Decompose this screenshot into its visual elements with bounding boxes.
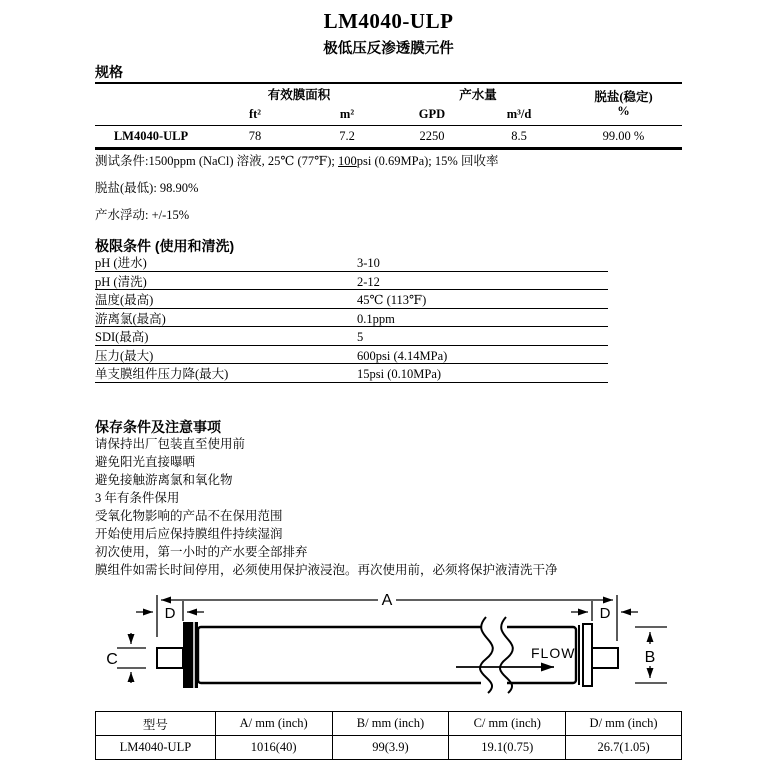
limit-value: 45℃ (113℉) bbox=[357, 293, 427, 307]
dims-d-cell: 26.7(1.05) bbox=[566, 736, 682, 760]
spec-table bbox=[95, 82, 682, 150]
page-subtitle: 极低压反渗透膜元件 bbox=[323, 41, 454, 57]
limit-label: 压力(最大) bbox=[95, 348, 154, 363]
limit-row bbox=[95, 346, 608, 365]
spec-flow-m3d-cell: 8.5 bbox=[511, 128, 527, 143]
dimensions-header-row bbox=[96, 712, 682, 736]
dims-c-cell: 19.1(0.75) bbox=[449, 736, 566, 760]
storage-notes bbox=[95, 436, 655, 580]
membrane-body bbox=[198, 627, 576, 683]
permeate-tube-left bbox=[157, 648, 183, 668]
limit-label: SDI(最高) bbox=[95, 330, 149, 344]
limit-value: 5 bbox=[357, 330, 364, 344]
limit-row bbox=[95, 290, 608, 309]
dim-label-b: B bbox=[644, 649, 656, 666]
limits-table bbox=[95, 253, 608, 383]
test-conditions-underlined: 100 bbox=[338, 154, 357, 168]
spec-unit-gpd: GPD bbox=[391, 104, 473, 125]
spec-flow-gpd-cell: 2250 bbox=[419, 128, 445, 143]
spec-header-empty2 bbox=[95, 104, 207, 125]
dims-b-cell: 99(3.9) bbox=[332, 736, 449, 760]
limit-row bbox=[95, 253, 608, 272]
spec-section-heading: 规格 bbox=[95, 64, 123, 80]
storage-note: 请保持出厂包装直至使用前 bbox=[95, 437, 246, 451]
dims-model-cell: LM4040-ULP bbox=[96, 736, 216, 760]
limit-value: 600psi (4.14MPa) bbox=[357, 348, 448, 363]
dimensions-table bbox=[95, 711, 682, 760]
spec-rejection-cell: 99.00 % bbox=[602, 128, 645, 143]
storage-note: 避免阳光直接曝晒 bbox=[95, 455, 196, 469]
spec-model-cell: LM4040-ULP bbox=[113, 128, 189, 143]
dims-header-model: 型号 bbox=[96, 712, 216, 736]
dim-label-d-left: D bbox=[164, 605, 176, 622]
spec-header-empty bbox=[95, 83, 207, 104]
storage-note: 受氧化物影响的产品不在保用范围 bbox=[95, 509, 283, 523]
spec-header-rejection bbox=[565, 83, 682, 125]
limit-value: 3-10 bbox=[357, 256, 380, 270]
spec-data-row bbox=[95, 125, 682, 148]
permeate-tube-right bbox=[592, 648, 618, 668]
membrane-element-diagram bbox=[90, 591, 680, 705]
limit-row bbox=[95, 272, 608, 291]
spec-unit-ft2: ft² bbox=[207, 104, 303, 125]
page-title: LM4040-ULP bbox=[323, 9, 454, 33]
spec-unit-m3d: m³/d bbox=[473, 104, 565, 125]
dims-header-a: A/ mm (inch) bbox=[215, 712, 332, 736]
end-cap-left bbox=[183, 622, 198, 688]
limit-row bbox=[95, 309, 608, 328]
storage-note: 开始使用后应保持膜组件持续湿润 bbox=[95, 527, 283, 541]
dimensions-data-row bbox=[96, 736, 682, 760]
dims-header-b: B/ mm (inch) bbox=[332, 712, 449, 736]
dim-label-c: C bbox=[106, 651, 118, 668]
spec-header-permeate-flow: 产水量 bbox=[459, 88, 497, 102]
dims-header-c: C/ mm (inch) bbox=[449, 712, 566, 736]
limit-label: 温度(最高) bbox=[95, 293, 154, 307]
spec-area-ft2-cell: 78 bbox=[248, 128, 262, 143]
spec-header-membrane-area: 有效膜面积 bbox=[267, 88, 331, 102]
limit-value: 0.1ppm bbox=[357, 311, 395, 326]
flow-variation-line: 产水浮动: +/-15% bbox=[95, 208, 190, 222]
limits-section-heading: 极限条件 (使用和清洗) bbox=[95, 238, 235, 254]
min-rejection-line: 脱盐(最低): 98.90% bbox=[95, 181, 199, 195]
storage-note: 初次使用，第一小时的产水要全部排弃 bbox=[95, 545, 308, 559]
test-conditions-line bbox=[95, 151, 498, 169]
limit-label: 单支膜组件压力降(最大) bbox=[95, 367, 229, 381]
limit-row bbox=[95, 364, 608, 383]
storage-section-heading: 保存条件及注意事项 bbox=[95, 419, 221, 435]
dim-label-d-right: D bbox=[599, 605, 611, 622]
limit-label: 游离氯(最高) bbox=[95, 311, 166, 326]
storage-note: 3 年有条件保用 bbox=[95, 491, 180, 505]
test-conditions-suffix: psi (0.69MPa); 15% 回收率 bbox=[356, 154, 499, 168]
spec-header-rejection-unit: % bbox=[617, 104, 630, 119]
spec-unit-m2: m² bbox=[303, 104, 391, 125]
limit-label: pH (清洗) bbox=[95, 274, 147, 289]
limit-value: 2-12 bbox=[357, 274, 380, 289]
dims-header-d: D/ mm (inch) bbox=[566, 712, 682, 736]
storage-note: 避免接触游离氯和氧化物 bbox=[95, 473, 233, 487]
flow-label: FLOW bbox=[531, 645, 576, 661]
limit-row bbox=[95, 327, 608, 346]
limit-label: pH (进水) bbox=[95, 256, 147, 270]
storage-note: 膜组件如需长时间停用，必须使用保护液浸泡。再次使用前，必须将保护液清洗干净 bbox=[95, 563, 558, 577]
test-conditions-prefix: 测试条件:1500ppm (NaCl) 溶液, 25℃ (77℉); bbox=[95, 154, 339, 168]
limit-value: 15psi (0.10MPa) bbox=[357, 367, 442, 381]
dim-label-a: A bbox=[381, 592, 393, 609]
spec-area-m2-cell: 7.2 bbox=[339, 128, 355, 143]
dims-a-cell: 1016(40) bbox=[215, 736, 332, 760]
end-cap-right bbox=[583, 624, 592, 686]
spec-header-rejection-text: 脱盐(稳定) bbox=[594, 90, 653, 105]
